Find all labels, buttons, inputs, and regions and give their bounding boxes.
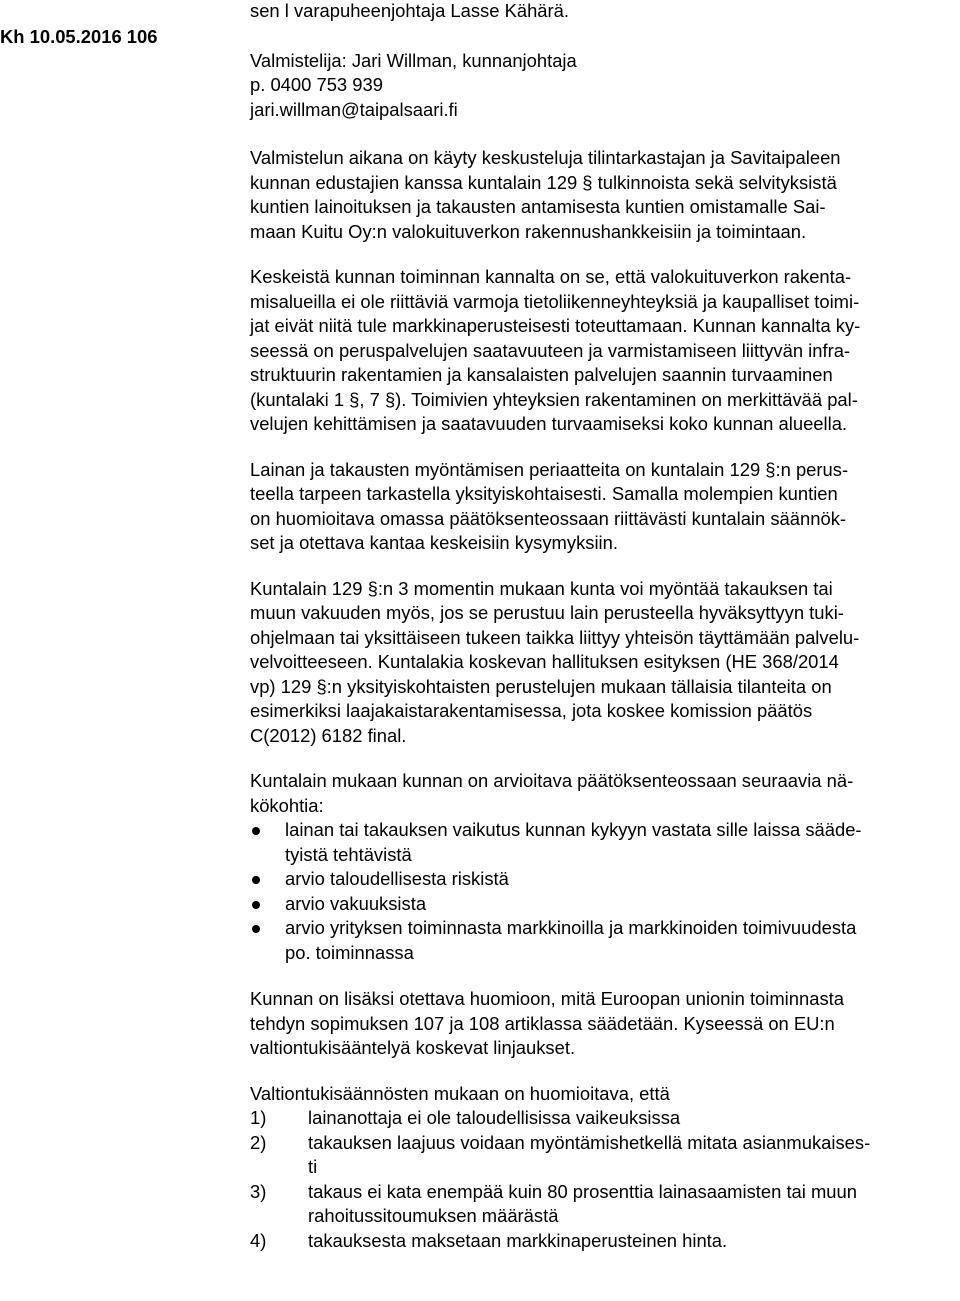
paragraph-preparation (250, 146, 956, 244)
list-item (250, 818, 956, 867)
paragraph-line: esimerkiksi laajakaistarakentamisessa, jota koskee komission päätös (250, 700, 813, 721)
list-item-line: lainanottaja ei ole taloudellisissa vaikeuksissa (308, 1107, 681, 1128)
paragraph-line: velvoitteeseen. Kuntalakia koskevan hallituksen esityksen (HE 368/2014 (250, 651, 839, 672)
list-item-line: takauksen laajuus voidaan myöntämishetkellä mitata asianmukaises- (308, 1131, 871, 1153)
paragraph-key-points (250, 265, 956, 437)
list-item (250, 1180, 956, 1229)
list-item-line: rahoitussitoumuksen määrästä (308, 1205, 559, 1226)
list-item-line: po. toiminnassa (285, 941, 414, 963)
paragraph-line: (kuntalaki 1 §, 7 §). Toimivien yhteyksien rakentaminen on merkittävää pal- (250, 388, 858, 410)
paragraph-line: teella tarpeen tarkastella yksityiskohtaisesti. Samalla molempien kuntien (250, 483, 838, 504)
paragraph-assessment-intro (250, 769, 956, 818)
list-item-number: 2) (250, 1131, 267, 1153)
paragraph-line: struktuurin rakentamien ja kansalaisten palvelujen saannin turvaaminen (250, 364, 833, 385)
list-item-number: 4) (250, 1229, 267, 1251)
list-item (250, 1131, 956, 1180)
list-item-line: lainan tai takauksen vaikutus kunnan kykyyn vastata sille laissa sääde- (285, 819, 862, 840)
paragraph-line: maan Kuitu Oy:n valokuituverkon rakennushankkeisiin ja toimintaan. (250, 220, 807, 242)
paragraph-line: kunnan edustajien kanssa kuntalain 129 § tulkinnoista sekä selvityksistä (250, 171, 837, 193)
paragraph-line: kökohtia: (250, 794, 324, 816)
paragraph-line: on huomioitava omassa päätöksenteossaan riittävästi kuntalain säännök- (250, 507, 847, 529)
list-item (250, 867, 956, 892)
paragraph-line: misalueilla ei ole riittäviä varmoja tietoliikenneyhteyksiä ja kaupalliset toimi- (250, 290, 860, 312)
spacer (250, 24, 956, 49)
list-item-number: 1) (250, 1107, 267, 1128)
paragraph-line: velujen kehittämisen ja saatavuuden turvaamiseksi koko kunnan alueella. (250, 413, 848, 434)
list-item-line: takaus ei kata enempää kuin 80 prosenttia lainasaamisten tai muun (308, 1180, 857, 1202)
list-item-line: arvio yrityksen toiminnasta markkinoilla ja markkinoiden toimivuudesta (285, 917, 857, 938)
assessment-bullet-list (250, 818, 956, 965)
paragraph-line: Kuntalain 129 §:n 3 momentin mukaan kunta voi myöntää takauksen tai (250, 577, 833, 599)
meeting-reference: Kh 10.05.2016 106 (0, 26, 158, 47)
preparer-email: jari.willman@taipalsaari.fi (250, 98, 458, 120)
document-body (250, 0, 956, 1253)
list-item (250, 892, 956, 917)
list-item-line: arvio vakuuksista (285, 892, 427, 914)
preparer-block (250, 49, 956, 123)
paragraph-line: Kuntalain mukaan kunnan on arvioitava päätöksenteossaan seuraavia nä- (250, 770, 854, 791)
paragraph-line: seessä on peruspalvelujen saatavuuteen ja varmistamiseen liittyvän infra- (250, 339, 851, 361)
paragraph-line: ohjelmaan tai yksittäiseen tukeen taikka liittyy yhteisön täyttämään palvelu- (250, 626, 860, 648)
paragraph-line: C(2012) 6182 final. (250, 724, 407, 746)
paragraph-line: kuntien lainoituksen ja takausten antamisesta kuntien omistamalle Sai- (250, 196, 826, 217)
paragraph-line: Valtiontukisäännösten mukaan on huomioitava, että (250, 1082, 670, 1104)
paragraph-loan-principles (250, 458, 956, 556)
list-item (250, 916, 956, 965)
spacer (250, 122, 956, 146)
paragraph-line: Lainan ja takausten myöntämisen periaatteita on kuntalain 129 §:n perus- (250, 458, 849, 480)
list-item-line: ti (308, 1156, 318, 1177)
preparer-line: Valmistelija: Jari Willman, kunnanjohtaja (250, 49, 577, 71)
list-item (250, 1106, 956, 1131)
paragraph-line: valtiontukisääntelyä koskevat linjaukset. (250, 1037, 576, 1058)
state-aid-numbered-list (250, 1106, 956, 1253)
paragraph-line: tehdyn sopimuksen 107 ja 108 artiklassa säädetään. Kyseessä on EU:n (250, 1012, 835, 1034)
paragraph-state-aid-intro (250, 1082, 956, 1107)
list-item (250, 1229, 956, 1254)
paragraph-line: Kunnan on lisäksi otettava huomioon, mitä Euroopan unionin toiminnasta (250, 988, 844, 1009)
paragraph-line: vp) 129 §:n yksityiskohtaisten perustelujen mukaan tällaisia tilanteita on (250, 675, 832, 697)
list-item-line: arvio taloudellisesta riskistä (285, 868, 509, 889)
paragraph-line: Keskeistä kunnan toiminnan kannalta on se, että valokuituverkon rakenta- (250, 266, 852, 287)
paragraph-eu-rules (250, 987, 956, 1061)
paragraph-section-129 (250, 577, 956, 749)
list-item-number: 3) (250, 1180, 267, 1202)
paragraph-line: muun vakuuden myös, jos se perustuu lain perusteella hyväksyttyyn tuki- (250, 602, 844, 623)
preparer-phone: p. 0400 753 939 (250, 74, 383, 95)
paragraph-line: set ja otettava kantaa keskeisiin kysymyksiin. (250, 532, 618, 553)
paragraph-line: jat eivät niitä tule markkinaperusteisesti toteuttamaan. Kunnan kannalta ky- (250, 315, 861, 336)
list-item-line: takauksesta maksetaan markkinaperusteinen hinta. (308, 1229, 728, 1251)
previous-page-continuation: sen l varapuheenjohtaja Lasse Kähärä. (250, 0, 569, 21)
paragraph-line: Valmistelun aikana on käyty keskusteluja tilintarkastajan ja Savitaipaleen (250, 147, 841, 168)
list-item-line: tyistä tehtävistä (285, 843, 412, 865)
